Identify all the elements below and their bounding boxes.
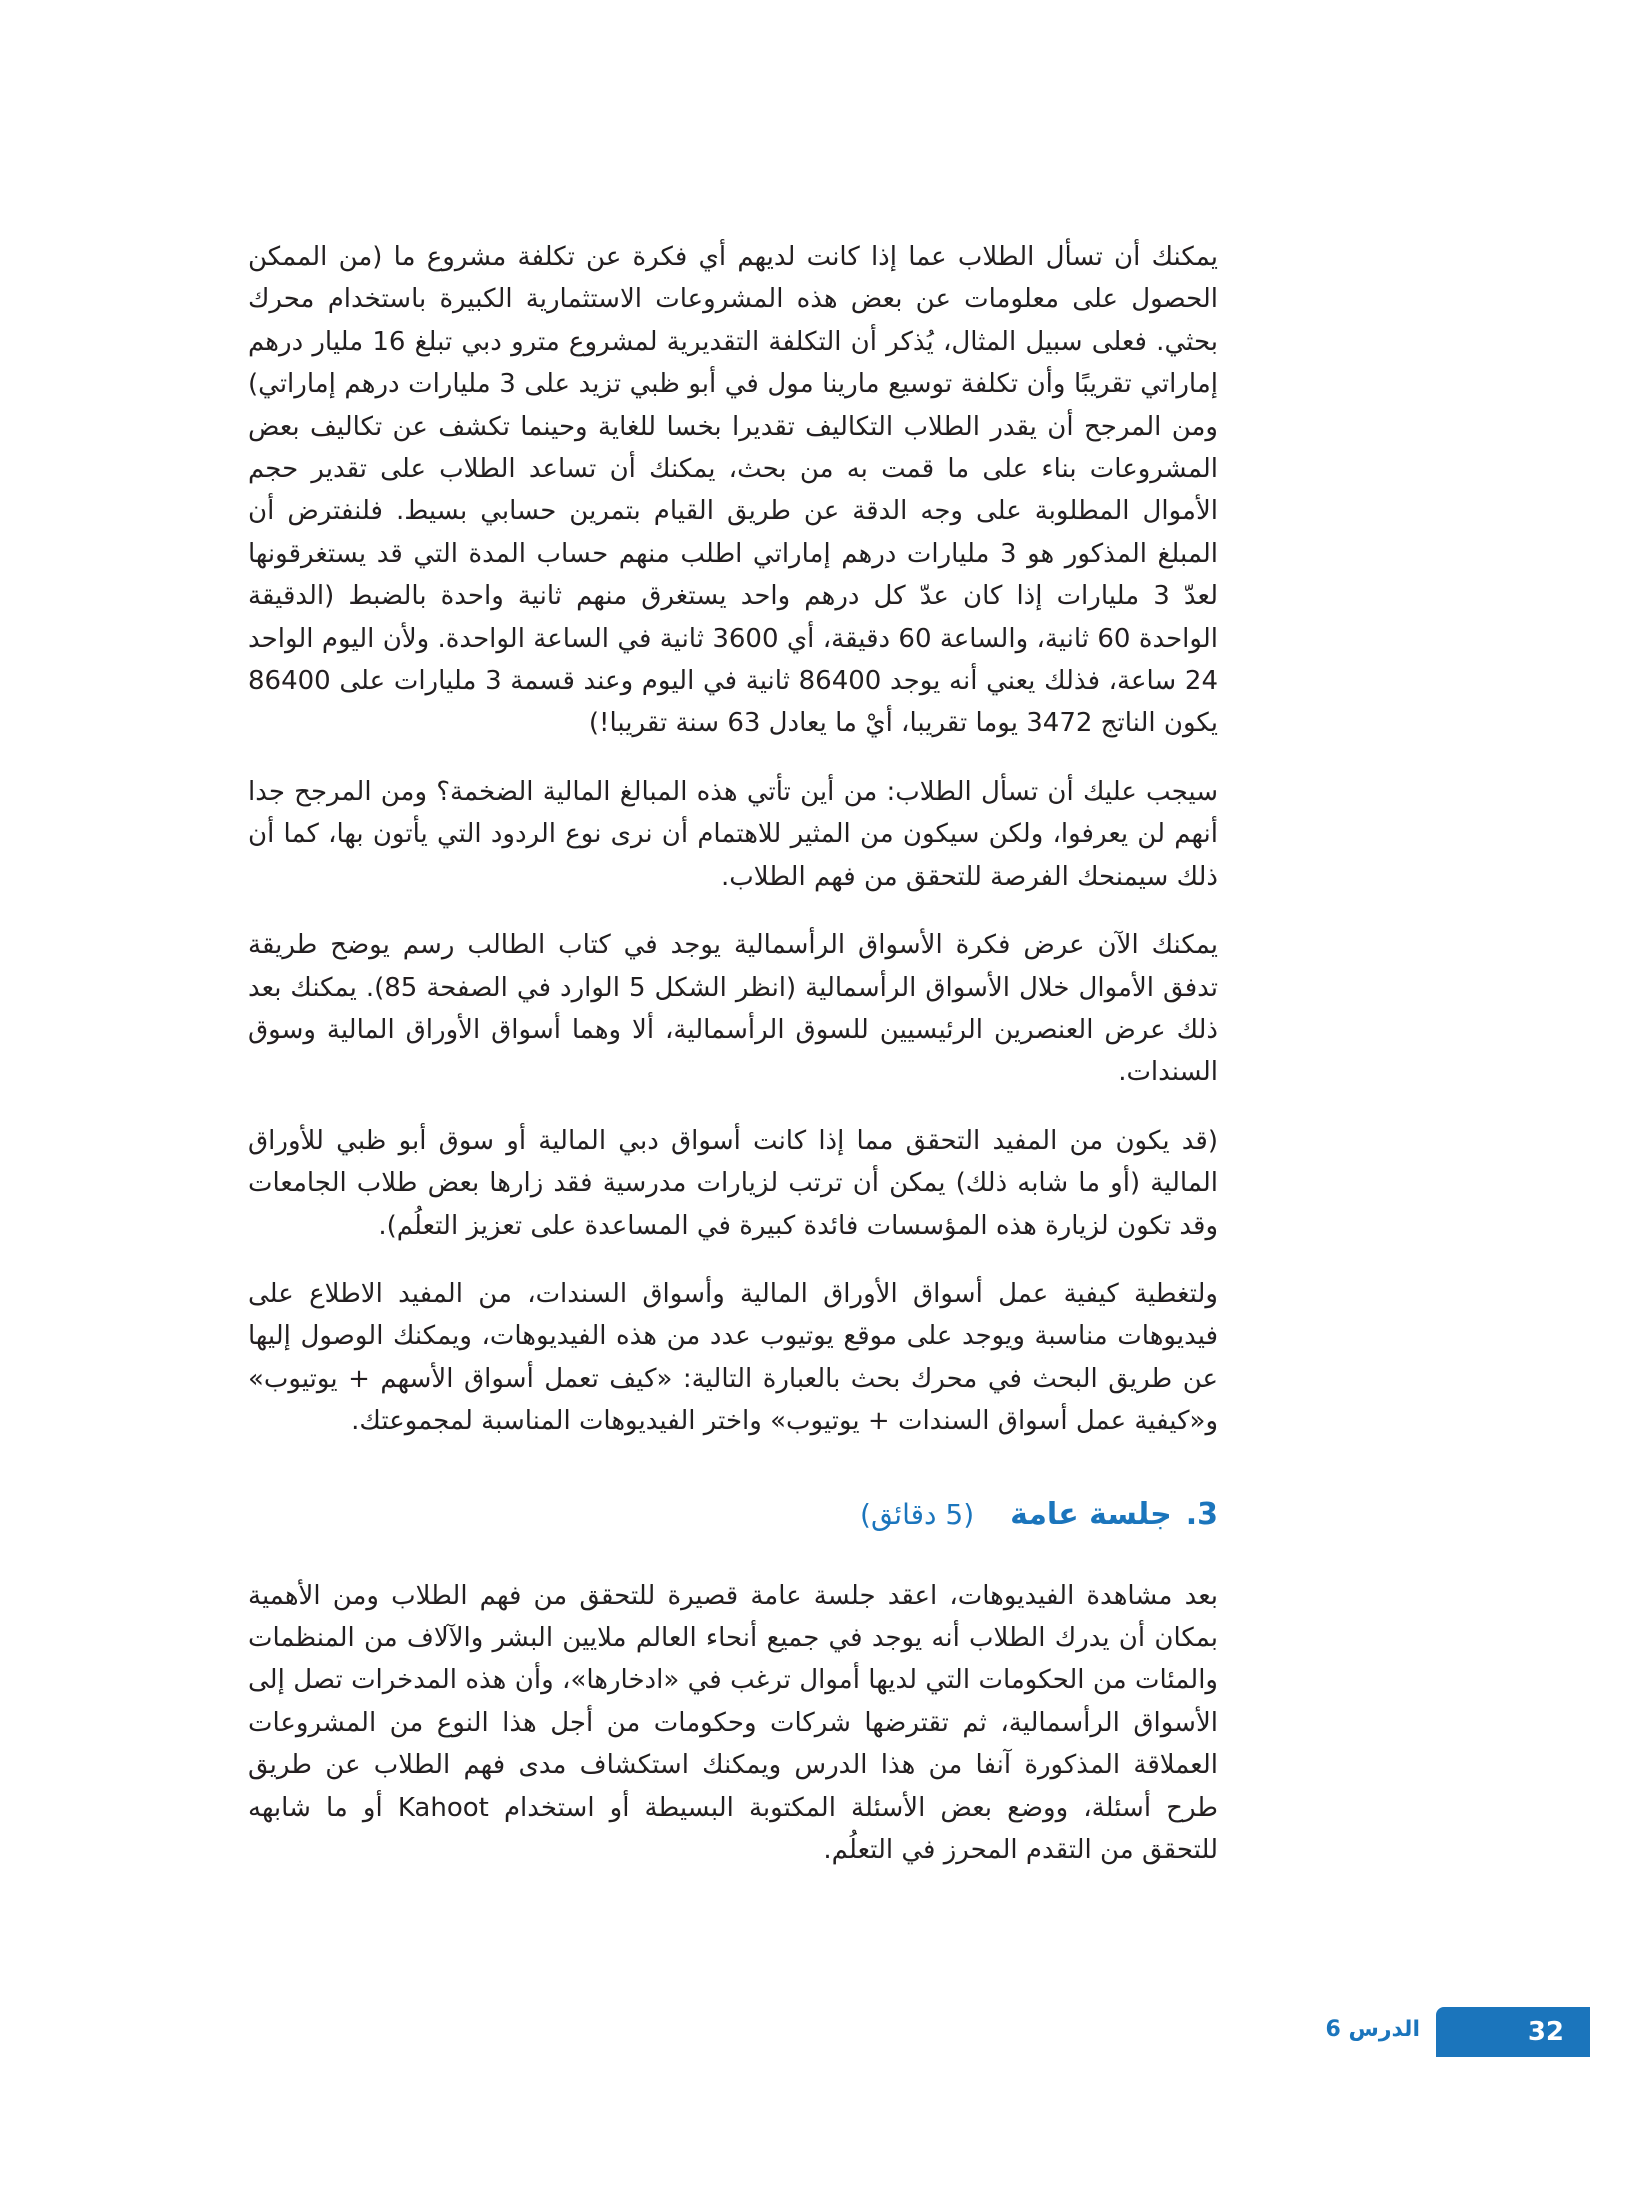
paragraph-videos: ولتغطية كيفية عمل أسواق الأوراق المالية وأسواق السندات، من المفيد الاطلاع على فيديوهات مناسبة ويوجد على موقع يوتيوب عدد من هذه الفيديوهات، ويمكنك الوصول إليها عن طريق البحث في محرك بحث بالعبارة التالية: «كيف تعمل أسواق الأسهم + يوتيوب» و«كيفية عمل أسواق السندات + يوتيوب» واختر الفيديوهات المناسبة لمجموعتك. <box>248 1278 1218 1437</box>
paragraph-funding-question: سيجب عليك أن تسأل الطلاب: من أين تأتي هذه المبالغ المالية الضخمة؟ ومن المرجح جدا أنهم لن يعرفوا، ولكن سيكون من المثير للاهتمام أن نرى نوع الردود التي يأتون بها، كما أن ذلك سيمنحك الفرصة للتحقق من فهم الطلاب. <box>248 776 1218 892</box>
section-duration: (5 دقائق) <box>860 1497 975 1531</box>
paragraph-school-visits: (قد يكون من المفيد التحقق مما إذا كانت أسواق دبي المالية أو سوق أبو ظبي للأوراق المالية (أو ما شابه ذلك) يمكن أن ترتب لزيارات مدرسية فقد زارها بعض طلاب الجامعات وقد تكون لزيارة هذه المؤسسات فائدة كبيرة في المساعدة على تعزيز التعلُم). <box>248 1125 1218 1241</box>
page-footer <box>1250 2007 1590 2057</box>
section-heading <box>248 1495 1218 1535</box>
paragraph-capital-markets: يمكنك الآن عرض فكرة الأسواق الرأسمالية يوجد في كتاب الطالب رسم يوضح طريقة تدفق الأموال خلال الأسواق الرأسمالية (انظر الشكل 5 الوارد في الصفحة 85). يمكنك بعد ذلك عرض العنصرين الرئيسيين للسوق الرأسمالية، ألا وهما أسواق الأوراق المالية وسوق السندات. <box>248 930 1219 1088</box>
lesson-label: الدرس 6 <box>1325 2017 1420 2042</box>
paragraph-cost-estimation: يمكنك أن تسأل الطلاب عما إذا كانت لديهم أي فكرة عن تكلفة مشروع ما (من الممكن الحصول على معلومات عن بعض هذه المشروعات الاستثمارية الكبيرة باستخدام محرك بحثي. فعلى سبيل المثال، يُذكر أن التكلفة التقديرية لمشروع مترو دبي تبلغ 16 مليار درهم إماراتي تقريبًا وأن تكلفة توسيع مارينا مول في أبو ظبي تزيد على 3 مليارات درهم إماراتي) ومن المرجح أن يقدر الطلاب التكاليف تقديرا بخسا للغاية وحينما تكشف عن تكاليف بعض المشروعات بناء على ما قمت به من بحث، يمكنك أن تساعد الطلاب على تقدير حجم الأموال المطلوبة على وجه الدقة عن طريق القيام بتمرين حسابي بسيط. فلنفترض أن المبلغ المذكور هو 3 مليارات درهم إماراتي اطلب منهم حساب المدة التي قد يستغرقونها لعدّ 3 مليارات إذا كان عدّ كل درهم واحد يستغرق منهم ثانية واحدة بالضبط (الدقيقة الواحدة 60 ثانية، والساعة 60 دقيقة، أي 3600 ثانية في الساعة الواحدة. ولأن اليوم الواحد 24 ساعة، فذلك يعني أنه يوجد 86400 ثانية في اليوم وعند قسمة 3 مليارات على 86400 يكون الناتج 3472 يوما تقريبا، أيْ ما يعادل 63 سنة تقريبا!) <box>248 242 1219 739</box>
section-title: جلسة عامة <box>1010 1496 1172 1532</box>
page-number: 32 <box>1527 2017 1564 2047</box>
section-number: 3. <box>1185 1496 1218 1532</box>
page-number-badge <box>1436 2007 1590 2057</box>
page-content <box>248 236 1218 1897</box>
paragraph-plenary: بعد مشاهدة الفيديوهات، اعقد جلسة عامة قصيرة للتحقق من فهم الطلاب ومن الأهمية بمكان أن يدرك الطلاب أنه يوجد في جميع أنحاء العالم ملايين البشر والآلاف من المنظمات والمئات من الحكومات التي لديها أموال ترغب في «ادخارها»، وأن هذه المدخرات تصل إلى الأسواق الرأسمالية، ثم تقترضها شركات وحكومات من أجل هذا النوع من المشروعات العملاقة المذكورة آنفا من هذا الدرس ويمكنك استكشاف مدى فهم الطلاب عن طريق طرح أسئلة، ووضع بعض الأسئلة المكتوبة البسيطة أو استخدام Kahoot أو ما شابهه للتحقق من التقدم المحرز في التعلُم. <box>248 1580 1218 1865</box>
